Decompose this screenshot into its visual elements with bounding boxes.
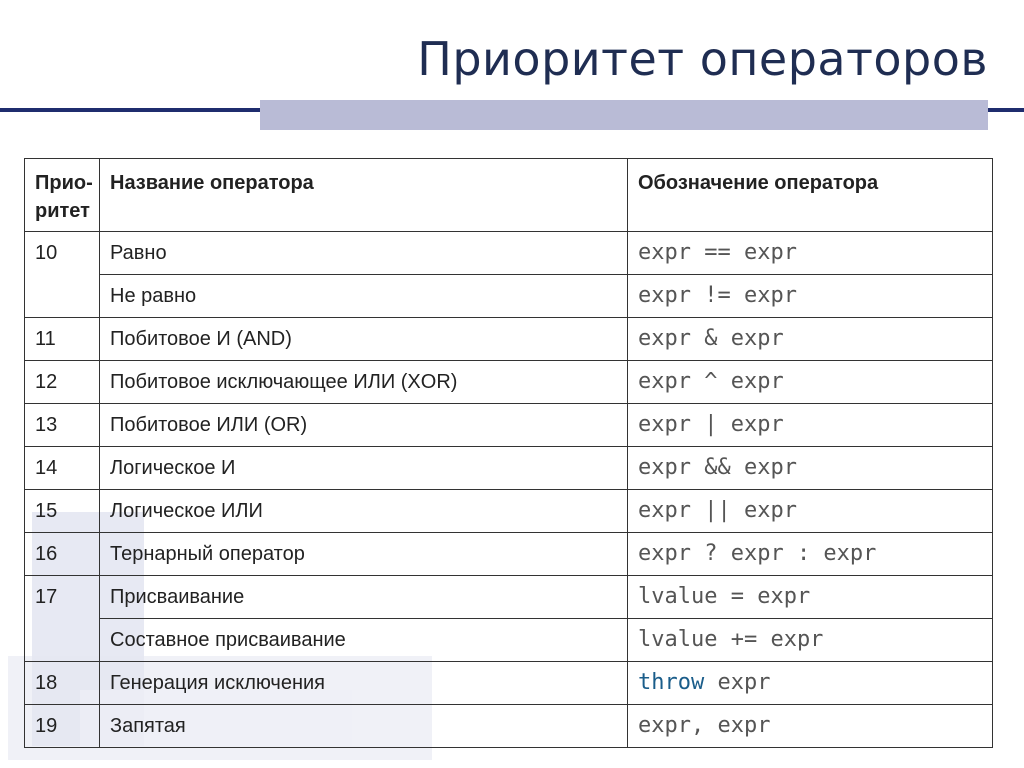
table-row bbox=[25, 490, 993, 533]
cell-symbol bbox=[628, 662, 993, 705]
cell-symbol: expr && expr bbox=[628, 447, 993, 490]
cell-symbol: expr ? expr : expr bbox=[628, 533, 993, 576]
cell-name: Не равно bbox=[100, 275, 628, 318]
cell-symbol: expr == expr bbox=[628, 232, 993, 275]
table-row bbox=[25, 619, 993, 662]
cell-priority: 18 bbox=[25, 662, 100, 705]
cell-name: Равно bbox=[100, 232, 628, 275]
cell-symbol: expr, expr bbox=[628, 705, 993, 748]
cell-priority: 16 bbox=[25, 533, 100, 576]
keyword-throw: throw bbox=[638, 670, 705, 695]
cell-priority: 11 bbox=[25, 318, 100, 361]
table-row bbox=[25, 705, 993, 748]
title-accent-bar bbox=[260, 100, 988, 130]
symbol-rest: expr bbox=[704, 670, 771, 695]
cell-name: Генерация исключения bbox=[100, 662, 628, 705]
operator-precedence-table bbox=[24, 158, 993, 748]
table-row bbox=[25, 404, 993, 447]
cell-symbol: expr != expr bbox=[628, 275, 993, 318]
table-row bbox=[25, 232, 993, 275]
cell-priority: 13 bbox=[25, 404, 100, 447]
cell-name: Логическое И bbox=[100, 447, 628, 490]
cell-priority: 12 bbox=[25, 361, 100, 404]
table-row bbox=[25, 533, 993, 576]
header-priority: Прио-ритет bbox=[25, 159, 100, 232]
table-row bbox=[25, 576, 993, 619]
cell-symbol: expr & expr bbox=[628, 318, 993, 361]
cell-name: Логическое ИЛИ bbox=[100, 490, 628, 533]
table-row bbox=[25, 662, 993, 705]
cell-symbol: lvalue += expr bbox=[628, 619, 993, 662]
cell-symbol: expr | expr bbox=[628, 404, 993, 447]
cell-priority: 17 bbox=[25, 576, 100, 662]
cell-name: Побитовое исключающее ИЛИ (XOR) bbox=[100, 361, 628, 404]
table-row bbox=[25, 447, 993, 490]
cell-name: Тернарный оператор bbox=[100, 533, 628, 576]
table-row bbox=[25, 275, 993, 318]
cell-priority: 19 bbox=[25, 705, 100, 748]
cell-name: Присваивание bbox=[100, 576, 628, 619]
cell-name: Составное присваивание bbox=[100, 619, 628, 662]
table-row bbox=[25, 361, 993, 404]
table-row bbox=[25, 318, 993, 361]
cell-priority: 15 bbox=[25, 490, 100, 533]
header-name: Название оператора bbox=[100, 159, 628, 232]
cell-name: Побитовое И (AND) bbox=[100, 318, 628, 361]
cell-priority: 14 bbox=[25, 447, 100, 490]
cell-symbol: expr || expr bbox=[628, 490, 993, 533]
cell-name: Побитовое ИЛИ (OR) bbox=[100, 404, 628, 447]
cell-symbol: lvalue = expr bbox=[628, 576, 993, 619]
cell-symbol: expr ^ expr bbox=[628, 361, 993, 404]
header-symbol: Обозначение оператора bbox=[628, 159, 993, 232]
page-title: Приоритет операторов bbox=[417, 32, 988, 86]
cell-priority: 10 bbox=[25, 232, 100, 318]
cell-name: Запятая bbox=[100, 705, 628, 748]
table-header-row bbox=[25, 159, 993, 232]
